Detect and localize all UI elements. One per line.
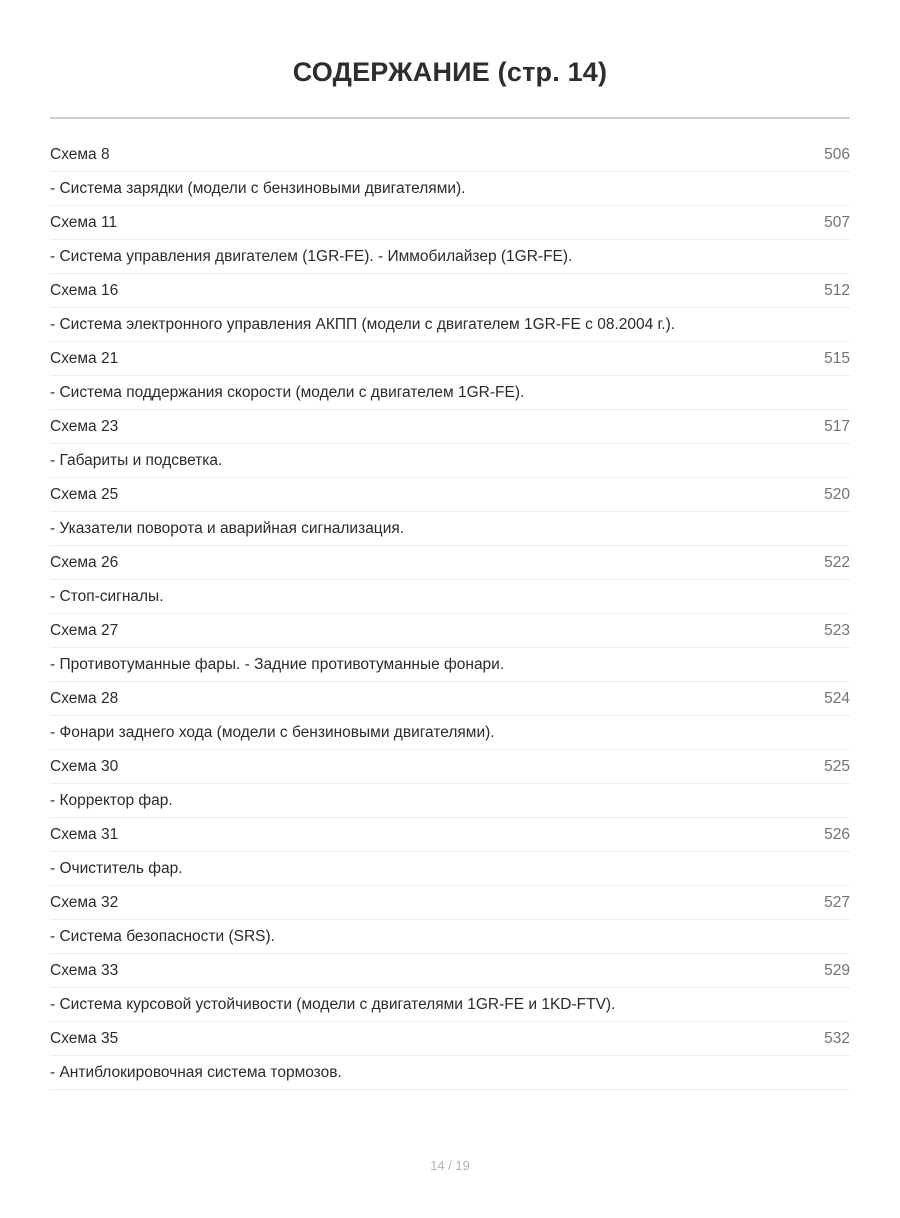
toc-row-page-number: 525 <box>824 757 850 775</box>
page-title: СОДЕРЖАНИЕ (стр. 14) <box>292 57 608 88</box>
toc-row-page-number: 517 <box>824 417 850 435</box>
title-divider <box>50 117 850 119</box>
toc-row-page-number: 532 <box>824 1029 850 1047</box>
toc-description-row[interactable] <box>50 512 850 546</box>
toc-row-page-number: 526 <box>824 825 850 843</box>
toc-entry-row[interactable] <box>50 614 850 648</box>
toc-row-label: Схема 25 <box>50 485 119 503</box>
toc-row-label: Схема 21 <box>50 349 119 367</box>
toc-row-page-number: 507 <box>824 213 850 231</box>
toc-description-row[interactable] <box>50 852 850 886</box>
toc-entry-row[interactable] <box>50 954 850 988</box>
toc-entry-row[interactable] <box>50 478 850 512</box>
toc-row-label: - Система управления двигателем (1GR-FE). - Иммобилайзер (1GR-FE). <box>50 247 573 265</box>
toc-row-label: - Фонари заднего хода (модели с бензиновыми двигателями). <box>50 723 495 741</box>
toc-row-label: Схема 26 <box>50 553 119 571</box>
toc-row-page-number: 522 <box>824 553 850 571</box>
toc-row-label: Схема 30 <box>50 757 119 775</box>
toc-row-label: Схема 33 <box>50 961 119 979</box>
toc-row-label: - Система безопасности (SRS). <box>50 927 275 945</box>
toc-row-label: Схема 23 <box>50 417 119 435</box>
toc-description-row[interactable] <box>50 648 850 682</box>
page-footer: 14 / 19 <box>430 1158 470 1174</box>
toc-row-label: Схема 8 <box>50 145 110 163</box>
toc-row-label: Схема 11 <box>50 213 118 231</box>
toc-row-label: - Противотуманные фары. - Задние противотуманные фонари. <box>50 655 505 673</box>
toc-row-page-number: 506 <box>824 145 850 163</box>
toc-row-label: - Очиститель фар. <box>50 859 183 877</box>
toc-row-label: Схема 16 <box>50 281 119 299</box>
toc-row-page-number: 515 <box>824 349 850 367</box>
toc-row-label: Схема 27 <box>50 621 119 639</box>
toc-description-row[interactable] <box>50 580 850 614</box>
toc-entry-row[interactable] <box>50 750 850 784</box>
toc-row-label: Схема 32 <box>50 893 119 911</box>
toc-row-label: - Стоп-сигналы. <box>50 587 164 605</box>
toc-entry-row[interactable] <box>50 342 850 376</box>
toc-row-page-number: 527 <box>824 893 850 911</box>
table-of-contents <box>50 138 850 1090</box>
toc-row-label: Схема 28 <box>50 689 119 707</box>
toc-entry-row[interactable] <box>50 886 850 920</box>
toc-description-row[interactable] <box>50 172 850 206</box>
toc-row-label: - Система зарядки (модели с бензиновыми двигателями). <box>50 179 466 197</box>
toc-row-label: - Корректор фар. <box>50 791 173 809</box>
toc-description-row[interactable] <box>50 308 850 342</box>
toc-entry-row[interactable] <box>50 1022 850 1056</box>
toc-row-label: Схема 35 <box>50 1029 119 1047</box>
toc-entry-row[interactable] <box>50 682 850 716</box>
toc-entry-row[interactable] <box>50 206 850 240</box>
toc-entry-row[interactable] <box>50 410 850 444</box>
toc-description-row[interactable] <box>50 920 850 954</box>
toc-entry-row[interactable] <box>50 274 850 308</box>
toc-entry-row[interactable] <box>50 818 850 852</box>
document-page <box>0 18 900 1218</box>
toc-row-page-number: 524 <box>824 689 850 707</box>
toc-row-label: - Система электронного управления АКПП (модели с двигателем 1GR-FE с 08.2004 г.). <box>50 315 676 333</box>
toc-description-row[interactable] <box>50 376 850 410</box>
toc-entry-row[interactable] <box>50 138 850 172</box>
toc-row-page-number: 523 <box>824 621 850 639</box>
toc-description-row[interactable] <box>50 784 850 818</box>
toc-description-row[interactable] <box>50 240 850 274</box>
toc-entry-row[interactable] <box>50 546 850 580</box>
toc-row-label: - Система поддержания скорости (модели с двигателем 1GR-FE). <box>50 383 525 401</box>
toc-row-label: - Габариты и подсветка. <box>50 451 223 469</box>
toc-row-label: - Антиблокировочная система тормозов. <box>50 1063 342 1081</box>
toc-row-label: - Указатели поворота и аварийная сигнализация. <box>50 519 405 537</box>
toc-row-label: - Система курсовой устойчивости (модели с двигателями 1GR-FE и 1KD-FTV). <box>50 995 616 1013</box>
toc-description-row[interactable] <box>50 444 850 478</box>
toc-description-row[interactable] <box>50 1056 850 1090</box>
toc-description-row[interactable] <box>50 988 850 1022</box>
toc-row-page-number: 520 <box>824 485 850 503</box>
toc-row-page-number: 529 <box>824 961 850 979</box>
toc-row-page-number: 512 <box>824 281 850 299</box>
toc-description-row[interactable] <box>50 716 850 750</box>
toc-row-label: Схема 31 <box>50 825 119 843</box>
